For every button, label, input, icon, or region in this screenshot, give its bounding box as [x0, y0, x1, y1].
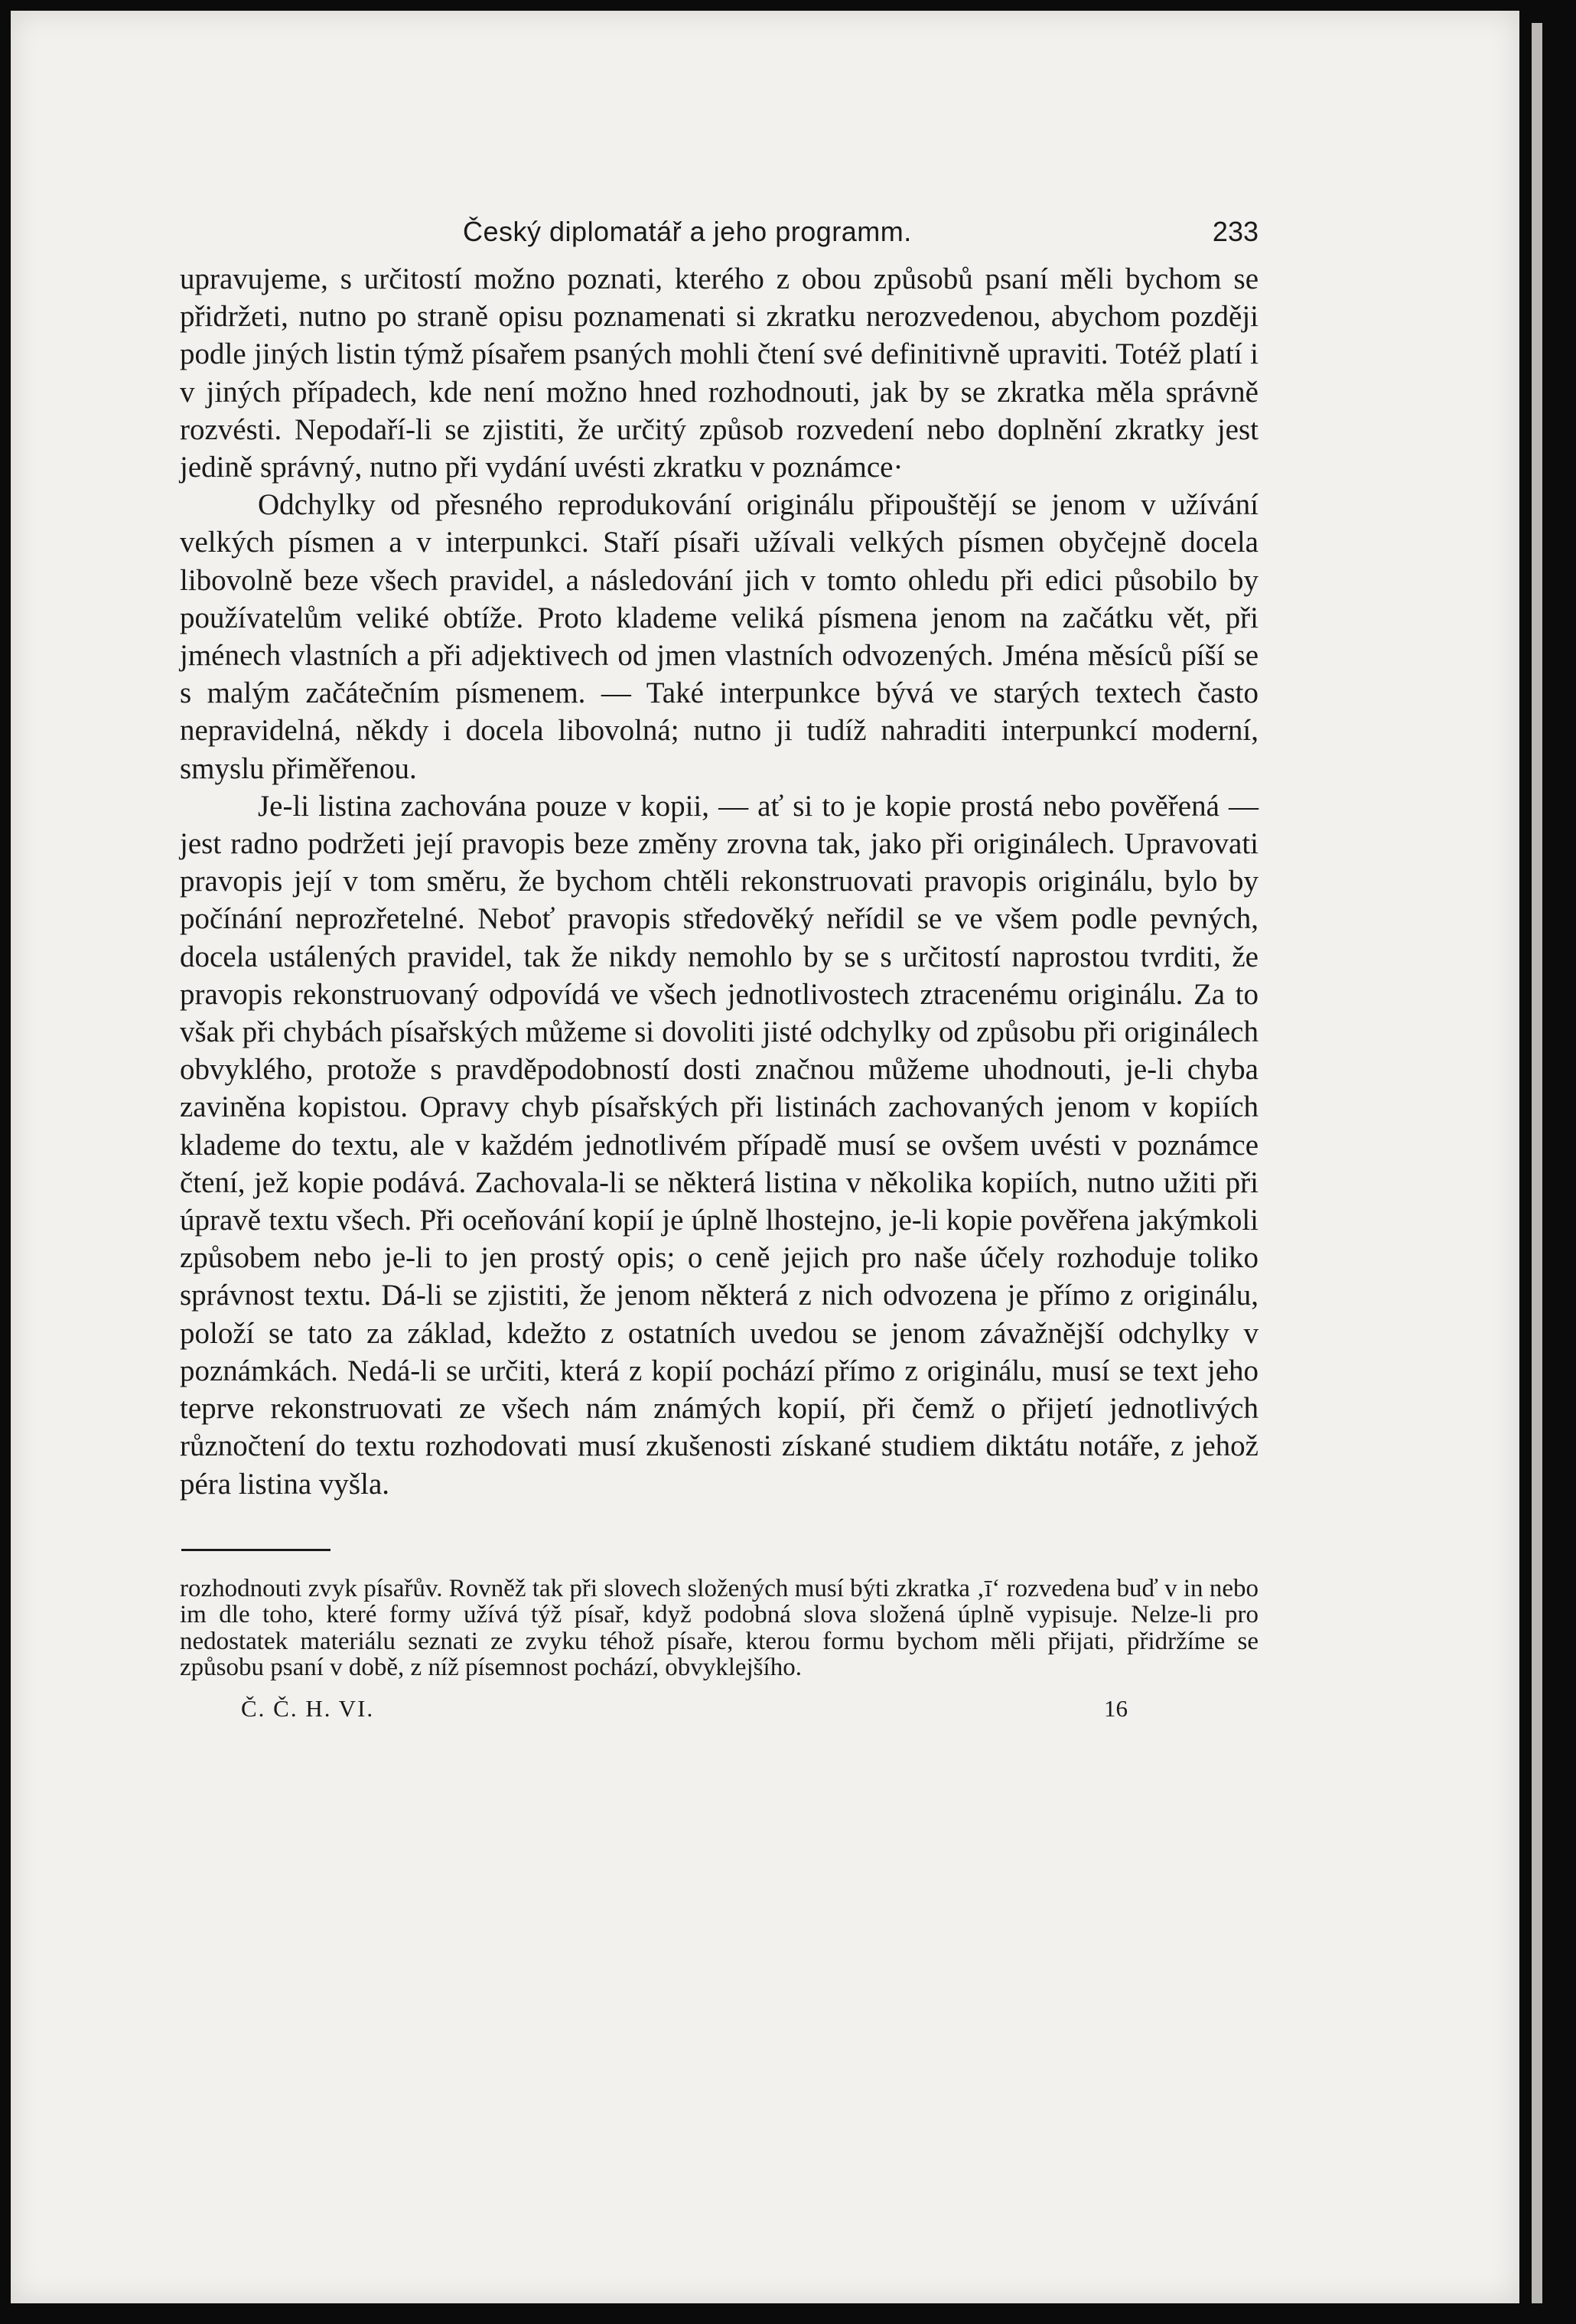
paragraph-2: Odchylky od přesného reprodukování originálu připouštějí se jenom v užívání velkých písmen a v interpunkci. Staří písaři užívali velkých písmen obyčejně docela libovolně beze všech pravidel, a následování jich v tomto ohledu při edici působilo by používatelům veliké obtíže. Proto klademe veliká písmena jenom na začátku vět, při jménech vlastních a při adjektivech od jmen vlastních odvozených. Jména měsíců píší se s malým začátečním písmenem. — Také interpunkce bývá ve starých textech často nepravidelná, někdy i docela libovolná; nutno ji tudíž nahraditi interpunkcí moderní, smyslu přiměřenou. — [180, 488, 1259, 785]
running-title: Český diplomatář a jeho programm. — [463, 216, 912, 247]
running-head — [180, 207, 1259, 260]
paragraph-1: upravujeme, s určitostí možno poznati, kterého z obou způsobů psaní měli bychom se přidržeti, nutno po straně opisu poznamenati si zkratku nerozvedenou, abychom později podle jiných listin týmž písařem psaných mohli čtení své definitivně upraviti. Totéž platí i v jiných případech, kde není možno hned rozhodnouti, jak by se zkratka měla správně rozvésti. Nepodaří-li se zjistiti, že určitý způsob rozvedení nebo doplnění zkratky jest jedině správný, nutno při vydání uvésti zkratku v poznámce· — [180, 262, 1259, 484]
signature-number: 16 — [1104, 1694, 1128, 1722]
footnote: rozhodnouti zvyk písařův. Rovněž tak při slovech složených musí býti zkratka ‚ī‘ rozvedena buď v in nebo im dle toho, které formy užívá týž písař, když podobná slova složená úplně vypisuje. Nelze-li pro nedostatek materiálu seznati ze zvyku téhož písaře, kterou formu bychom měli přijati, přidržíme se způsobu psaní v době, z níž písemnost pochází, obvyklejšího. — [180, 1574, 1259, 1682]
page-number: 233 — [1212, 216, 1259, 247]
footnote-divider — [181, 1549, 331, 1551]
document-page — [180, 207, 1259, 1727]
page-footer — [180, 1689, 1259, 1727]
page-edge-strip — [1532, 23, 1542, 2303]
signature-mark: Č. Č. H. VI. — [241, 1694, 375, 1722]
paragraph-3: Je-li listina zachována pouze v kopii, — ať si to je kopie prostá nebo pověřená — jest radno podržeti její pravopis beze změny zrovna tak, jako při originálech. Upravovati pravopis její v tom směru, že bychom chtěli rekonstruovati pravopis originálu, bylo by počínání neprozřetelné. Neboť pravopis středověký neřídil se ve všem podle pevných, docela ustálených pravidel, tak že nikdy nemohlo by se s určitostí naprostou tvrditi, že pravopis rekonstruovaný odpovídá ve všech jednotlivostech ztracenému originálu. Za to však při chybách písařských můžeme si dovoliti jisté odchylky od způsobu při originálech obvyklého, protože s pravděpodobností dosti značnou můžeme uhodnouti, je-li chyba zaviněna kopistou. Opravy chyb písařských při listinách zachovaných jenom v kopiích klademe do textu, ale v každém jednotlivém případě musí se ovšem uvésti v poznámce čtení, jež kopie podává. Zachovala-li se některá listina v několika kopiích, nutno užiti při úpravě textu všech. Při oceňování kopií je úplně lhostejno, je-li kopie pověřena jakýmkoli způsobem nebo je-li to jen prostý opis; o ceně jejich pro naše účely rozhoduje toliko správnost textu. Dá-li se zjistiti, že jenom některá z nich odvozena je přímo z originálu, položí se tato za základ, kdežto z ostatních uvedou se jenom závažnější odchylky v poznámkách. Nedá-li se určiti, která z kopií pochází přímo z originálu, musí se text jeho teprve rekonstruovati ze všech nám známých kopií, při čemž o přijetí jednotlivých různočtení do textu rozhodovati musí zkušenosti získané studiem diktátu notáře, z jehož péra listina vyšla. — [180, 789, 1259, 1501]
body-text — [180, 260, 1259, 1503]
scan-border — [1519, 0, 1576, 2324]
